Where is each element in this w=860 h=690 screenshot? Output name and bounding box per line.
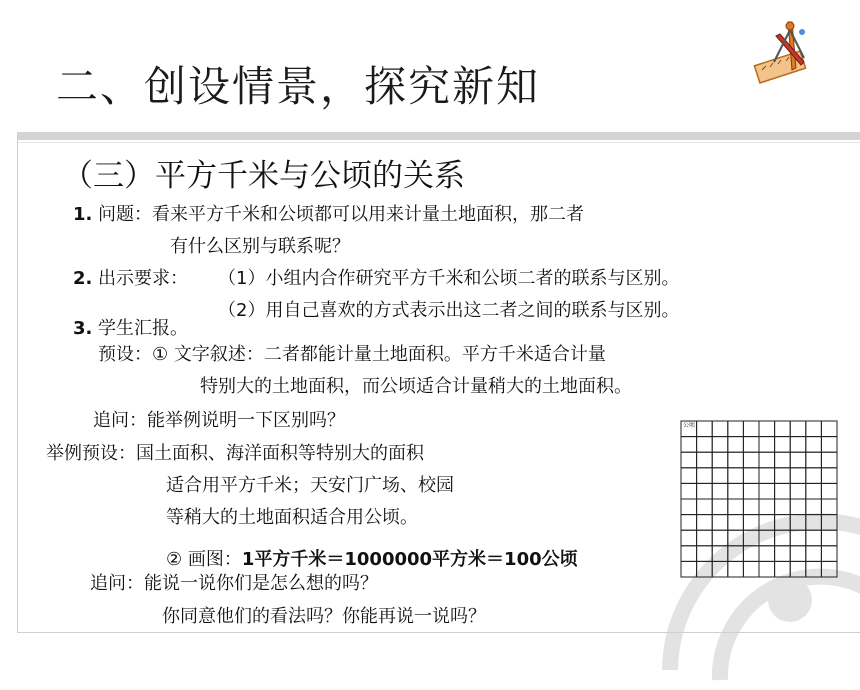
grid-cell: [775, 483, 791, 499]
grid-cell: [743, 437, 759, 453]
grid-cell: [712, 483, 728, 499]
grid-cell: [681, 561, 697, 577]
grid-cell: [759, 437, 775, 453]
grid-cell: [681, 452, 697, 468]
grid-cell: [697, 452, 713, 468]
grid-cell: [759, 561, 775, 577]
followup-question-2-line1: 追问：能说一说你们是怎么想的吗？: [90, 573, 378, 594]
grid-cell: [790, 421, 806, 437]
grid-cell: [681, 468, 697, 484]
grid-cell: [775, 546, 791, 562]
grid-cell: [790, 437, 806, 453]
grid-cell: [697, 468, 713, 484]
square-kilometer-grid: [680, 420, 838, 578]
grid-cell: [806, 452, 822, 468]
grid-cell: [728, 530, 744, 546]
grid-cell: [728, 468, 744, 484]
grid-cell: [712, 515, 728, 531]
grid-cell: [743, 561, 759, 577]
grid-cell: [821, 499, 837, 515]
grid-cell: [775, 437, 791, 453]
example-line2: 适合用平方千米；天安门广场、校园: [166, 475, 454, 496]
grid-cell: [728, 483, 744, 499]
grid-cell: [759, 452, 775, 468]
grid-cell: [775, 421, 791, 437]
item-2-number: 2.: [73, 268, 93, 289]
item-2-label: 出示要求：: [98, 268, 188, 289]
grid-cell: [790, 452, 806, 468]
grid-cell: [759, 483, 775, 499]
grid-cell: [821, 452, 837, 468]
title-divider: [17, 132, 860, 140]
grid-cell: [775, 530, 791, 546]
grid-cell: [821, 437, 837, 453]
item-3-number: 3.: [73, 318, 93, 339]
grid-cell: [806, 530, 822, 546]
grid-cell: [790, 515, 806, 531]
drawing-line: [166, 549, 578, 571]
grid-cell: [759, 499, 775, 515]
grid-cell: [790, 468, 806, 484]
grid-cell: [712, 561, 728, 577]
grid-cell: [728, 561, 744, 577]
followup-question-2-line2: 你同意他们的看法吗？你能再说一说吗？: [162, 606, 486, 627]
grid-cell: [712, 546, 728, 562]
grid-cell: [681, 499, 697, 515]
grid-cell: [728, 515, 744, 531]
item-1-question-line2: 有什么区别与联系呢？: [170, 236, 350, 257]
grid-cell: [743, 515, 759, 531]
geometry-tools-logo-icon: [752, 18, 816, 84]
grid-cell: [728, 437, 744, 453]
grid-cell: [697, 421, 713, 437]
grid-cell: [697, 530, 713, 546]
grid-cell: [821, 561, 837, 577]
grid-cell: [712, 421, 728, 437]
grid-cell: [806, 561, 822, 577]
grid-cell: [697, 437, 713, 453]
slide-border-left: [17, 132, 18, 633]
grid-cell: [697, 499, 713, 515]
grid-cell: [775, 499, 791, 515]
preset-1-line2: 特别大的土地面积，而公顷适合计量稍大的土地面积。: [200, 376, 632, 397]
grid-cell: [759, 515, 775, 531]
grid-cell: [728, 546, 744, 562]
grid-cell: [775, 468, 791, 484]
grid-cell: [821, 546, 837, 562]
grid-cell: [681, 530, 697, 546]
grid-cell: [790, 483, 806, 499]
grid-cell: [759, 421, 775, 437]
grid-cell: [806, 468, 822, 484]
grid-cell: [775, 452, 791, 468]
title-divider-thin: [17, 142, 860, 143]
grid-figure: [680, 420, 838, 578]
slide-border-bottom: [17, 632, 860, 633]
item-2-requirement-2: （2）用自己喜欢的方式表示出这二者之间的联系与区别。: [218, 300, 680, 321]
grid-cell: [728, 421, 744, 437]
grid-cell: [728, 452, 744, 468]
grid-cell: [743, 530, 759, 546]
grid-cell: [759, 546, 775, 562]
grid-cell: [712, 530, 728, 546]
grid-cell: [806, 499, 822, 515]
grid-cell: [743, 546, 759, 562]
drawing-prefix: ② 画图：: [166, 549, 242, 570]
grid-cell: [821, 530, 837, 546]
grid-cell: [775, 515, 791, 531]
grid-cell: [712, 499, 728, 515]
item-1-number: 1.: [73, 204, 93, 225]
example-line1: 举例预设：国土面积、海洋面积等特别大的面积: [46, 443, 424, 464]
grid-cell: [806, 546, 822, 562]
grid-cell: [821, 483, 837, 499]
grid-cell: [806, 515, 822, 531]
grid-cell: [821, 515, 837, 531]
item-2-requirement-1: （1）小组内合作研究平方千米和公顷二者的联系与区别。: [218, 268, 680, 289]
grid-cell: [775, 561, 791, 577]
grid-cell-label: 公顷: [683, 422, 696, 429]
grid-cell: [697, 515, 713, 531]
grid-cell: [790, 530, 806, 546]
grid-cell: [681, 437, 697, 453]
grid-cell: [821, 421, 837, 437]
example-line3: 等稍大的土地面积适合用公顷。: [166, 507, 418, 528]
item-3-label: 学生汇报。: [98, 318, 188, 339]
section-heading: （三）平方千米与公顷的关系: [62, 158, 465, 194]
grid-cell: [681, 515, 697, 531]
followup-question-1: 追问：能举例说明一下区别吗？: [93, 410, 345, 431]
grid-cell: [743, 468, 759, 484]
grid-cell: [821, 468, 837, 484]
drawing-equation: 1平方千米＝1000000平方米＝100公顷: [241, 549, 578, 570]
grid-cell: [743, 499, 759, 515]
preset-1-line1: 预设：① 文字叙述：二者都能计量土地面积。平方千米适合计量: [98, 344, 606, 365]
grid-cell: [697, 483, 713, 499]
grid-cell: [697, 561, 713, 577]
grid-cell: [806, 437, 822, 453]
grid-cell: [712, 437, 728, 453]
grid-cell: [697, 546, 713, 562]
grid-cell: [743, 452, 759, 468]
grid-cell: [743, 483, 759, 499]
grid-cell: [790, 546, 806, 562]
grid-cell: [790, 499, 806, 515]
grid-cell: [681, 546, 697, 562]
grid-cell: [790, 561, 806, 577]
grid-cell: [712, 468, 728, 484]
grid-cell: [759, 530, 775, 546]
grid-cell: [759, 468, 775, 484]
grid-cell: [806, 421, 822, 437]
grid-cell: [712, 452, 728, 468]
grid-cell: [743, 421, 759, 437]
item-1-question-line1: 问题：看来平方千米和公顷都可以用来计量土地面积，那二者: [98, 204, 584, 225]
grid-cell: [806, 483, 822, 499]
grid-cell: [728, 499, 744, 515]
slide-title: 二、创设情景，探究新知: [56, 62, 541, 111]
grid-cell: [681, 483, 697, 499]
